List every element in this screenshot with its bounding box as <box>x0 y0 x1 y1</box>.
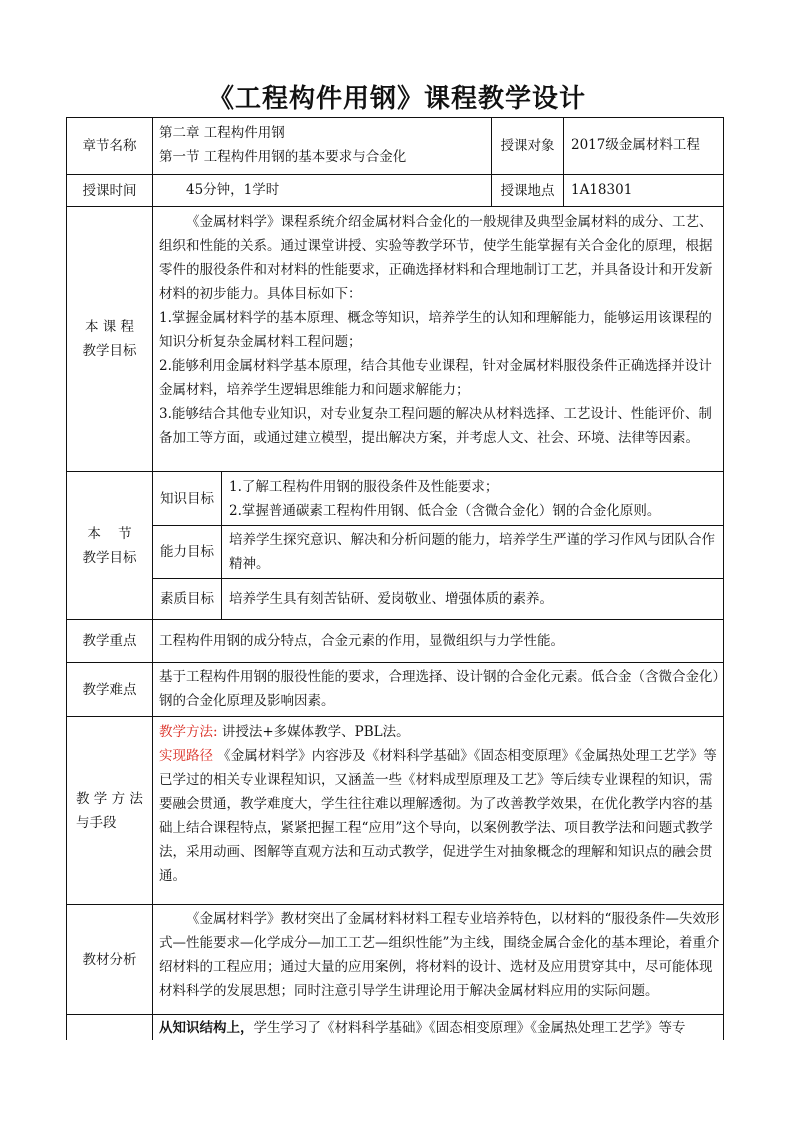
table-border-right <box>723 117 724 1040</box>
knowledge-structure-line <box>159 1016 720 1040</box>
chapter-label: 章节名称 <box>82 138 137 154</box>
quality-goal-content: 培养学生具有刻苦钻研、爱岗敬业、增强体质的素养。 <box>229 591 553 607</box>
teaching-method <box>159 720 720 744</box>
row-divider <box>66 206 724 207</box>
time-value: 45分钟，1学时 <box>186 182 280 198</box>
course-goal-1: 1.掌握金属材料学的基本原理、概念等知识，培养学生的认知和理解能力，能够运用该课程的知识分析复杂金属材料工程问题； <box>159 310 712 350</box>
course-goals-label-line1: 本 课 程 <box>84 319 135 335</box>
document-title: 《工程构件用钢》课程教学设计 <box>207 84 586 114</box>
row-divider <box>66 662 724 663</box>
row-divider <box>66 1014 724 1015</box>
ability-goal-label: 能力目标 <box>160 544 214 560</box>
course-goal-3: 3.能够结合其他专业知识，对专业复杂工程问题的解决从材料选择、工艺设计、性能评价、制备加工等方面，或通过建立模型，提出解决方案，并考虑人文、社会、环境、法律等因素。 <box>159 406 712 446</box>
table-border-top <box>66 117 724 118</box>
knowledge-goal-2: 2.掌握普通碳素工程构件用钢、低合金（含微合金化）钢的合金化原则。 <box>229 503 661 519</box>
knowledge-structure-text: 学生学习了《材料科学基础》《固态相变原理》《金属热处理工艺学》等专 <box>253 1020 686 1036</box>
column-divider <box>563 117 564 206</box>
column-divider <box>221 471 222 619</box>
course-goals-intro: 《金属材料学》课程系统介绍金属材料合金化的一般规律及典型金属材料的成分、工艺、组织和性能的关系。通过课堂讲授、实验等教学环节，使学生能掌握有关合金化的原理，根据零件的服役条件和对材料的性能要求，正确选择材料和合理地制订工艺，并具备设计和开发新材料的初步能力。具体目标如下： <box>159 214 713 302</box>
implementation-path <box>159 744 720 888</box>
methods-label-line1: 教 学 方 法 <box>76 790 143 807</box>
ability-goal-content: 培养学生探究意识、解决和分析问题的能力，培养学生严谨的学习作风与团队合作精神。 <box>229 532 715 572</box>
chapter-name-cell <box>159 121 489 173</box>
place-value: 1A18301 <box>571 182 633 198</box>
quality-goal-label: 素质目标 <box>160 591 214 607</box>
section-goals-label-line2: 教学目标 <box>82 549 137 566</box>
subrow-divider <box>152 578 724 579</box>
methods-label <box>67 717 152 904</box>
materials-label: 教材分析 <box>82 951 137 968</box>
row-divider <box>66 619 724 620</box>
section-goals-label-line1: 本 节 <box>87 525 132 542</box>
difficulties-content: 基于工程构件用钢的服役性能的要求，合理选择、设计钢的合金化元素。低合金（含微合金化）钢的合金化原理及影响因素。 <box>159 669 720 709</box>
lesson-plan-table <box>66 117 724 1040</box>
time-label: 授课时间 <box>82 182 137 199</box>
implementation-path-heading: 实现路径 <box>159 748 213 764</box>
key-points-content: 工程构件用钢的成分特点，合金元素的作用，显微组织与力学性能。 <box>159 633 564 649</box>
chapter-title: 第二章 工程构件用钢 <box>159 125 285 141</box>
knowledge-goal-1: 1.了解工程构件用钢的服役条件及性能要求； <box>229 479 499 495</box>
section-title: 第一节 工程构件用钢的基本要求与合金化 <box>159 149 407 165</box>
section-goals-label <box>67 472 152 619</box>
teaching-method-text: 讲授法+多媒体教学、PBL法。 <box>217 724 410 740</box>
course-goals-label-line2: 教学目标 <box>82 343 137 359</box>
row-divider <box>66 174 724 175</box>
course-goal-2: 2.能够利用金属材料学基本原理，结合其他专业课程，针对金属材料服役条件正确选择并设计金属材料，培养学生逻辑思维能力和问题求解能力； <box>159 358 712 398</box>
teaching-method-heading: 教学方法: <box>159 724 218 740</box>
knowledge-structure-heading: 从知识结构上， <box>159 1020 254 1036</box>
audience-value: 2017级金属材料工程 <box>571 137 700 153</box>
course-goals-content <box>159 210 720 468</box>
audience-label: 授课对象 <box>500 138 555 154</box>
materials-content: 《金属材料学》教材突出了金属材料材料工程专业培养特色，以材料的“服役条件—失效形式—性能要求—化学成分—加工工艺—组织性能”为主线，围绕金属合金化的基本理论，着重介绍材料的工程应用；通过大量的应用案例，将材料的设计、选材及应用贯穿其中，尽可能体现材料科学的发展思想；同时注意引导学生讲理论用于解决金属材料应用的实际问题。 <box>159 911 720 999</box>
methods-content <box>159 720 720 902</box>
difficulties-label: 教学难点 <box>82 681 137 698</box>
row-divider <box>66 716 724 717</box>
row-divider <box>66 904 724 905</box>
knowledge-goal-label: 知识目标 <box>160 490 214 507</box>
place-label: 授课地点 <box>500 182 555 199</box>
subrow-divider <box>152 525 724 526</box>
course-goals-label <box>67 207 152 471</box>
methods-label-line2: 与手段 <box>76 814 117 831</box>
knowledge-goal-content <box>229 475 721 523</box>
implementation-path-text: 《金属材料学》内容涉及《材料科学基础》《固态相变原理》《金属热处理工艺学》等已学过的相关专业课程知识，又涵盖一些《材料成型原理及工艺》等后续专业课程的知识，需要融会贯通，教学难度大，学生往往难以理解透彻。为了改善教学效果，在优化教学内容的基础上结合课程特点，紧紧把握工程“应用”这个导向，以案例教学法、项目教学法和问题式教学法，采用动画、图解等直观方法和互动式教学，促进学生对抽象概念的理解和知识点的融会贯通。 <box>159 748 717 884</box>
key-points-label: 教学重点 <box>82 633 137 649</box>
